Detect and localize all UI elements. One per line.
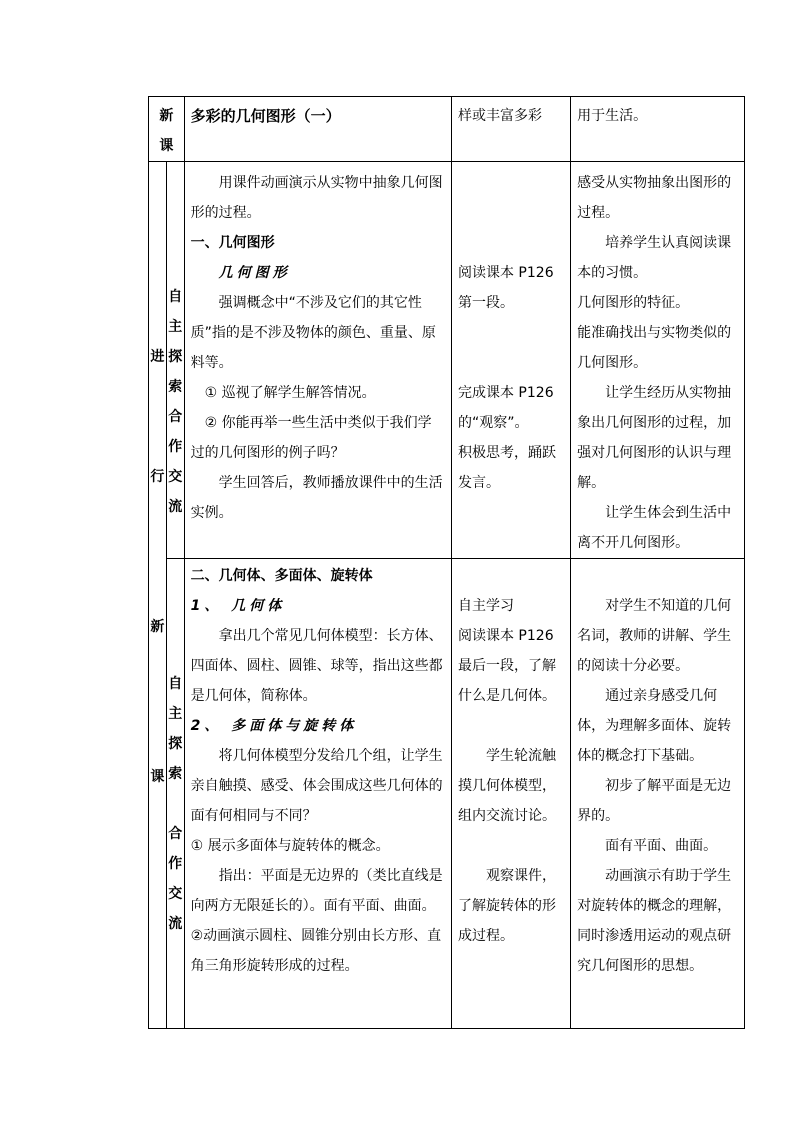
student-text: 积极思考，踊跃发言。 bbox=[457, 445, 556, 491]
student-text: 观察课件，了解旋转体的形成过程。 bbox=[457, 868, 556, 944]
section2-side-label: 自 主 探 索 合 作 交 流 bbox=[166, 559, 184, 1029]
teacher-text: ②动画演示圆柱、圆锥分别由长方形、直角三角形旋转形成的过程。 bbox=[190, 928, 442, 974]
student-text: 自主学习 bbox=[457, 598, 514, 614]
section1-row bbox=[149, 162, 745, 559]
header-row bbox=[149, 97, 745, 162]
teacher-text: 指出：平面是无边界的（类比直线是向两方无限延长的）。面有平面、曲面。 bbox=[190, 868, 443, 914]
section2-teacher-activity bbox=[184, 559, 451, 1029]
section1-design-intent bbox=[571, 162, 745, 559]
student-text: 阅读课本 P126 最后一段，了解什么是几何体。 bbox=[457, 628, 556, 704]
intent-text: 动画演示有助于学生对旋转体的概念的理解，同时渗透用运动的观点研究几何图形的思想。 bbox=[577, 868, 732, 974]
section2-design-intent bbox=[571, 559, 745, 1029]
teacher-text: ① 巡视了解学生解答情况。 bbox=[204, 385, 376, 401]
header-student-cell: 样或丰富多彩 bbox=[451, 97, 570, 162]
outer-stage-label: 进 行 新 课 bbox=[149, 162, 167, 1029]
student-text: 阅读课本 P126 第一段。 bbox=[457, 265, 554, 311]
teacher-text: ② 你能再举一些生活中类似于我们学过的几何图形的例子吗？ bbox=[190, 415, 432, 461]
section1-student-activity bbox=[451, 162, 570, 559]
section-heading: 一、几何图形 bbox=[190, 235, 275, 251]
teacher-text: 将几何体模型分发给几个组，让学生亲自触摸、感受、体会围成这些几何体的面有何相同与不同？ bbox=[190, 748, 443, 824]
student-text: 学生轮流触摸几何体模型，组内交流讨论。 bbox=[457, 748, 556, 824]
section1-side-label: 自 主 探 索 合 作 交 流 bbox=[166, 162, 184, 559]
subheading: 几何图形 bbox=[218, 265, 291, 281]
intent-text: 几何图形的特征。 bbox=[577, 295, 690, 311]
intent-text: 让学生体会到生活中离不开几何图形。 bbox=[577, 505, 732, 551]
student-text: 完成课本 P126 的“观察”。 bbox=[457, 385, 554, 431]
header-label: 新 课 bbox=[149, 97, 185, 162]
subheading: 1、 几何体 bbox=[190, 598, 286, 614]
section2-student-activity bbox=[451, 559, 570, 1029]
intent-text: 培养学生认真阅读课本的习惯。 bbox=[577, 235, 732, 281]
teacher-text: 拿出几个常见几何体模型：长方体、四面体、圆柱、圆锥、球等，指出这些都是几何体，简称体。 bbox=[190, 628, 443, 704]
teacher-text: 强调概念中“不涉及它们的其它性质”指的是不涉及物体的颜色、重量、原料等。 bbox=[190, 295, 436, 371]
section-heading: 二、几何体、多面体、旋转体 bbox=[190, 568, 373, 584]
header-intent-cell: 用于生活。 bbox=[571, 97, 745, 162]
section2-row bbox=[149, 559, 745, 1029]
section1-teacher-activity bbox=[184, 162, 451, 559]
teacher-text: 用课件动画演示从实物中抽象几何图形的过程。 bbox=[190, 175, 443, 221]
intent-text: 初步了解平面是无边界的。 bbox=[577, 778, 732, 824]
subheading: 2、 多面体与旋转体 bbox=[190, 718, 358, 734]
intent-text: 对学生不知道的几何名词，教师的讲解、学生的阅读十分必要。 bbox=[577, 598, 732, 674]
intent-text: 能准确找出与实物类似的几何图形。 bbox=[577, 325, 732, 371]
lesson-title: 多彩的几何图形（一） bbox=[184, 97, 451, 162]
lesson-plan-table bbox=[148, 96, 745, 1029]
intent-text: 面有平面、曲面。 bbox=[605, 838, 718, 854]
intent-text: 感受从实物抽象出图形的过程。 bbox=[577, 175, 732, 221]
teacher-text: 学生回答后，教师播放课件中的生活实例。 bbox=[190, 475, 443, 521]
intent-text: 让学生经历从实物抽象出几何图形的过程，加强对几何图形的认识与理解。 bbox=[577, 385, 732, 491]
intent-text: 通过亲身感受几何体，为理解多面体、旋转体的概念打下基础。 bbox=[577, 688, 732, 764]
teacher-text: ① 展示多面体与旋转体的概念。 bbox=[190, 838, 390, 854]
